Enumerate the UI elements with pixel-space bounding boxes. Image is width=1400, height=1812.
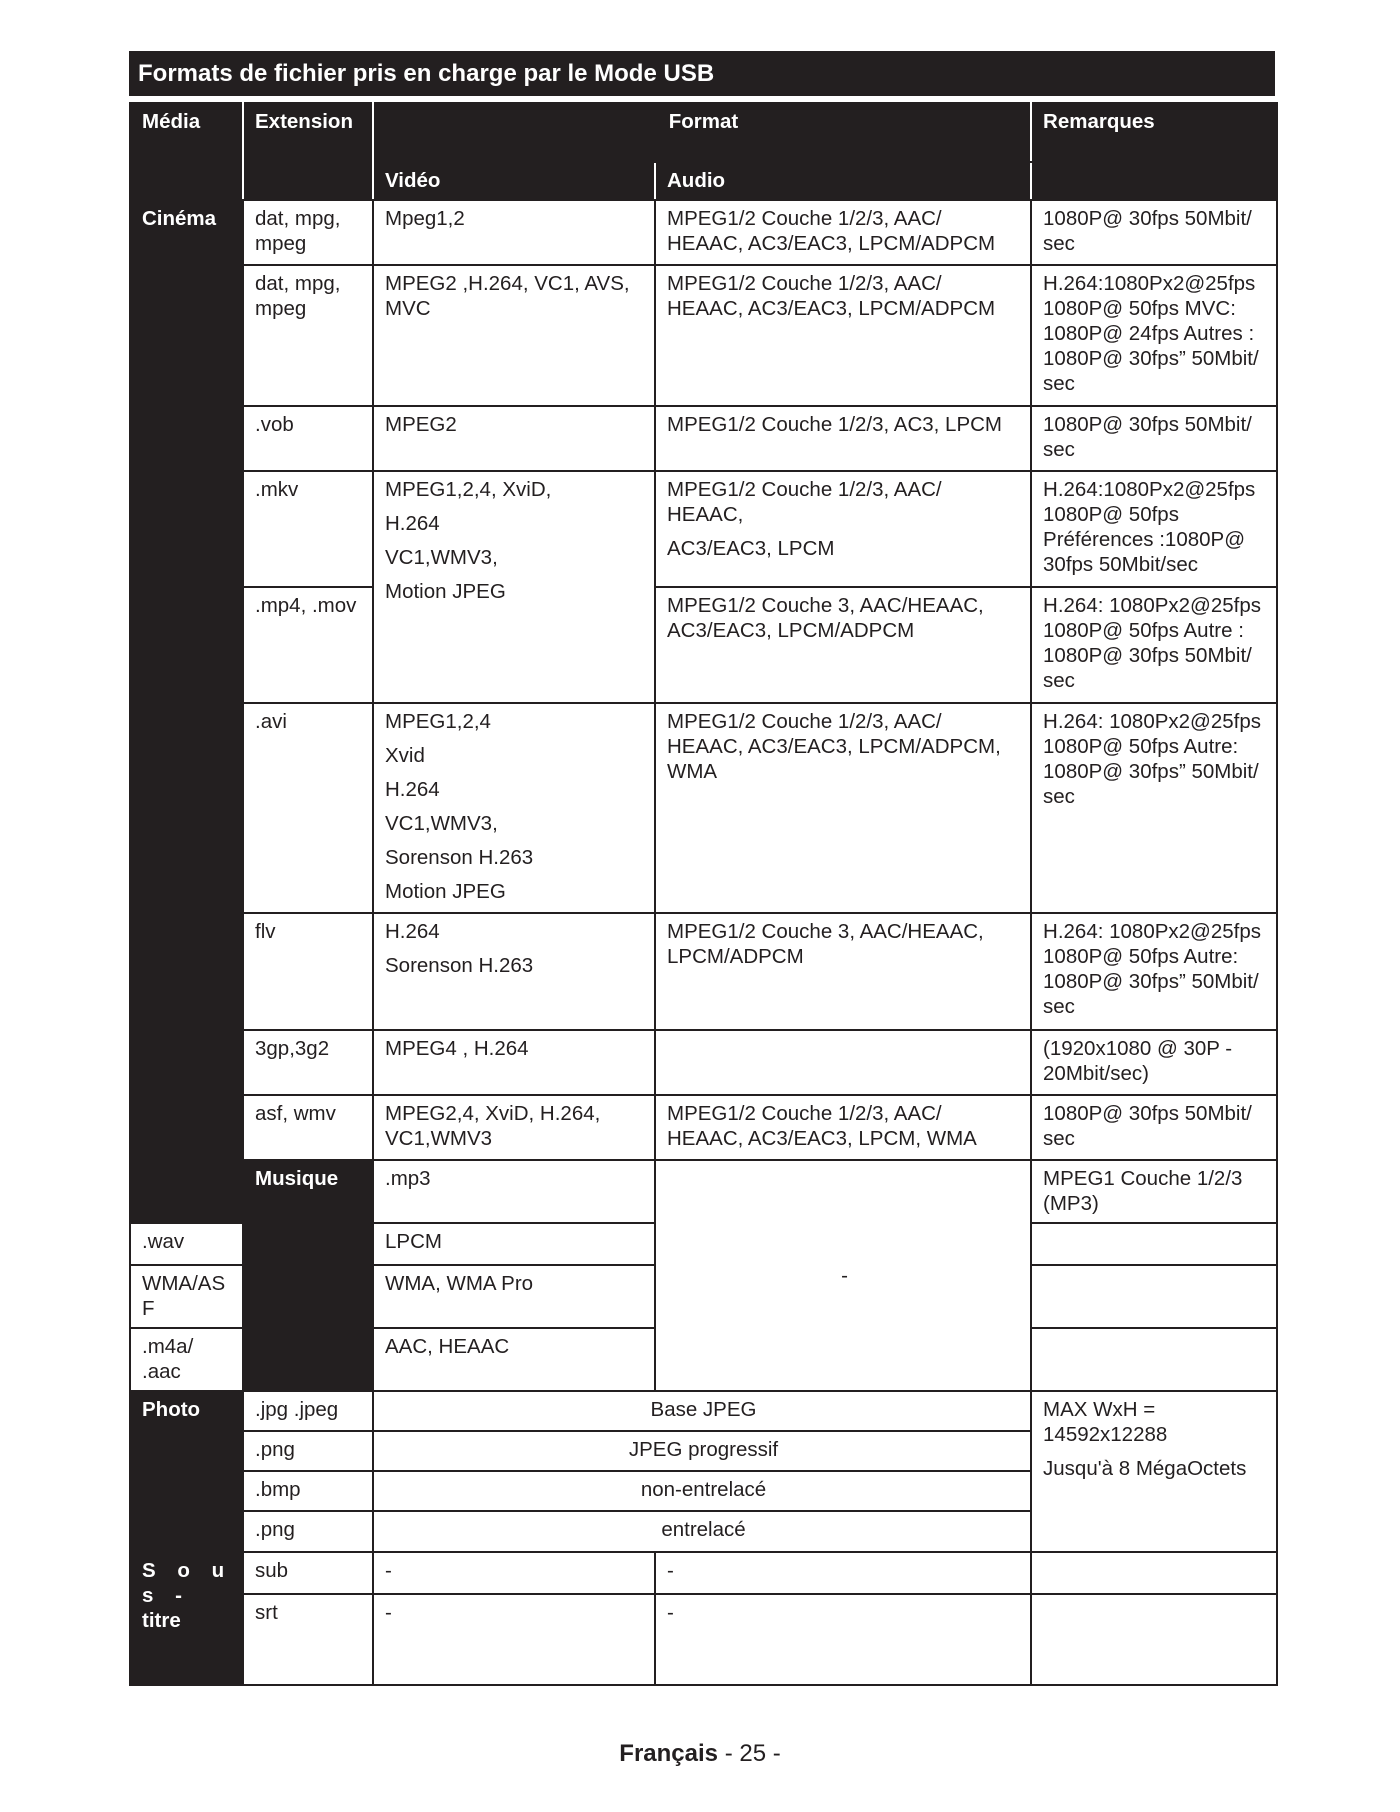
video-line: Sorenson H.263 <box>385 846 534 869</box>
group-soustitre <box>130 1552 243 1685</box>
audio-line: MPEG1/2 Couche 1/2/3, AAC/ HEAAC, <box>667 478 942 526</box>
audio-cell: MPEG1/2 Couche 1/2/3, AAC/ HEAAC, AC3/EAC3, LPCM/ADPCM, WMA <box>655 703 1031 913</box>
table-row <box>130 1095 1277 1160</box>
remarks-cell <box>1031 1328 1277 1391</box>
audio-cell: MPEG1/2 Couche 1/2/3, AC3, LPCM <box>655 406 1031 471</box>
table-header-row <box>130 103 1277 162</box>
ext-cell: .wav <box>130 1223 243 1265</box>
video-line: H.264 <box>385 920 440 943</box>
group-label-line: titre <box>142 1609 181 1632</box>
audio-cell: MPEG1/2 Couche 3, AAC/HEAAC, AC3/EAC3, LPCM/ADPCM <box>655 587 1031 703</box>
video-line: Sorenson H.263 <box>385 954 534 977</box>
ext-cell: srt <box>243 1594 373 1685</box>
video-cell: MPEG2,4, XviD, H.264, VC1,WMV3 <box>373 1095 655 1160</box>
video-line: Xvid <box>385 744 425 767</box>
video-cell <box>373 471 655 703</box>
remarks-line: MAX WxH = 14592x12288 <box>1043 1398 1168 1446</box>
remarks-cell <box>1031 1552 1277 1594</box>
group-cinema: Cinéma <box>130 200 243 1223</box>
ext-cell: sub <box>243 1552 373 1594</box>
video-line: Motion JPEG <box>385 580 506 603</box>
audio-cell <box>655 1030 1031 1095</box>
audio-cell: MPEG1/2 Couche 3, AAC/HEAAC, LPCM/ADPCM <box>655 913 1031 1030</box>
remarks-cell: 1080P@ 30fps 50Mbit/ sec <box>1031 1095 1277 1160</box>
table-row <box>130 406 1277 471</box>
remarks-cell: (1920x1080 @ 30P - 20Mbit/sec) <box>1031 1030 1277 1095</box>
footer-language: Français <box>619 1740 719 1767</box>
audio-cell: MPEG1/2 Couche 1/2/3, AAC/ HEAAC, AC3/EAC3, LPCM/ADPCM <box>655 265 1031 406</box>
table-row <box>130 471 1277 587</box>
video-line: MPEG1,2,4 <box>385 710 491 733</box>
ext-cell: dat, mpg, mpeg <box>243 265 373 406</box>
video-cell <box>373 913 655 1030</box>
header-video: Vidéo <box>373 162 655 200</box>
video-cell: - <box>655 1160 1031 1391</box>
table-row <box>130 1030 1277 1095</box>
format-cell: entrelacé <box>373 1511 1031 1552</box>
ext-cell: .mp3 <box>373 1160 655 1223</box>
ext-cell: WMA/ASF <box>130 1265 243 1328</box>
audio-cell <box>655 471 1031 587</box>
video-cell: MPEG2 <box>373 406 655 471</box>
video-cell <box>373 703 655 913</box>
table-row <box>130 265 1277 406</box>
group-label-line: S o u s - <box>142 1559 233 1607</box>
video-cell: - <box>373 1552 655 1594</box>
audio-cell: MPEG1/2 Couche 1/2/3, AAC/ HEAAC, AC3/EAC3, LPCM, WMA <box>655 1095 1031 1160</box>
page-title: Formats de fichier pris en charge par le Mode USB <box>129 51 1275 96</box>
ext-cell: .vob <box>243 406 373 471</box>
audio-line: AC3/EAC3, LPCM <box>667 537 835 560</box>
ext-cell: .avi <box>243 703 373 913</box>
table-row <box>130 1160 1277 1223</box>
audio-cell: MPEG1 Couche 1/2/3 (MP3) <box>1031 1160 1277 1223</box>
video-cell: - <box>373 1594 655 1685</box>
ext-cell: dat, mpg, mpeg <box>243 200 373 265</box>
audio-cell: - <box>655 1594 1031 1685</box>
video-cell: MPEG2 ,H.264, VC1, AVS, MVC <box>373 265 655 406</box>
ext-cell: .mp4, .mov <box>243 587 373 703</box>
remarks-cell: H.264: 1080Px2@25fps 1080P@ 50fps Autre : 1080P@ 30fps 50Mbit/ sec <box>1031 587 1277 703</box>
video-line: VC1,WMV3, <box>385 812 498 835</box>
video-cell: Mpeg1,2 <box>373 200 655 265</box>
remarks-cell: 1080P@ 30fps 50Mbit/ sec <box>1031 406 1277 471</box>
video-line: H.264 <box>385 778 440 801</box>
header-media: Média <box>130 103 243 200</box>
file-format-table <box>129 102 1278 1686</box>
ext-cell: .png <box>243 1511 373 1552</box>
video-line: H.264 <box>385 512 440 535</box>
format-cell: JPEG progressif <box>373 1431 1031 1471</box>
video-line: VC1,WMV3, <box>385 546 498 569</box>
audio-cell: WMA, WMA Pro <box>373 1265 655 1328</box>
remarks-cell <box>1031 1265 1277 1328</box>
remarks-cell <box>1031 1594 1277 1685</box>
format-cell: Base JPEG <box>373 1391 1031 1431</box>
remarks-line: Jusqu'à 8 MégaOctets <box>1043 1457 1247 1480</box>
group-photo: Photo <box>130 1391 243 1552</box>
table-row <box>130 1552 1277 1594</box>
header-audio: Audio <box>655 162 1031 200</box>
ext-cell: asf, wmv <box>243 1095 373 1160</box>
table-row <box>130 587 1277 703</box>
format-cell: non-entrelacé <box>373 1471 1031 1511</box>
header-format: Format <box>373 103 1031 162</box>
audio-cell: - <box>655 1552 1031 1594</box>
table-row <box>130 703 1277 913</box>
remarks-cell: H.264: 1080Px2@25fps 1080P@ 50fps Autre: 1080P@ 30fps” 50Mbit/ sec <box>1031 913 1277 1030</box>
audio-cell: MPEG1/2 Couche 1/2/3, AAC/ HEAAC, AC3/EAC3, LPCM/ADPCM <box>655 200 1031 265</box>
ext-cell: flv <box>243 913 373 1030</box>
footer-page-number: - 25 - <box>724 1740 781 1767</box>
table-row <box>130 913 1277 1030</box>
video-line: MPEG1,2,4, XviD, <box>385 478 552 501</box>
group-musique: Musique <box>243 1160 373 1391</box>
header-remarks: Remarques <box>1031 103 1277 200</box>
ext-cell: .bmp <box>243 1471 373 1511</box>
video-cell: MPEG4 , H.264 <box>373 1030 655 1095</box>
remarks-cell: H.264:1080Px2@25fps 1080P@ 50fps Préférences :1080P@ 30fps 50Mbit/sec <box>1031 471 1277 587</box>
audio-cell: AAC, HEAAC <box>373 1328 655 1391</box>
ext-cell: .png <box>243 1431 373 1471</box>
remarks-cell: H.264:1080Px2@25fps 1080P@ 50fps MVC: 1080P@ 24fps Autres : 1080P@ 30fps” 50Mbit/ sec <box>1031 265 1277 406</box>
table-row <box>130 1391 1277 1431</box>
remarks-cell: H.264: 1080Px2@25fps 1080P@ 50fps Autre: 1080P@ 30fps” 50Mbit/ sec <box>1031 703 1277 913</box>
remarks-cell <box>1031 1391 1277 1552</box>
table-row <box>130 1594 1277 1685</box>
ext-cell: .mkv <box>243 471 373 587</box>
ext-cell: 3gp,3g2 <box>243 1030 373 1095</box>
ext-cell: .m4a/ .aac <box>130 1328 243 1391</box>
page-footer <box>0 1740 1400 1768</box>
remarks-cell: 1080P@ 30fps 50Mbit/ sec <box>1031 200 1277 265</box>
remarks-cell <box>1031 1223 1277 1265</box>
video-line: Motion JPEG <box>385 880 506 903</box>
ext-cell: .jpg .jpeg <box>243 1391 373 1431</box>
header-extension: Extension <box>243 103 373 200</box>
table-row <box>130 200 1277 265</box>
audio-cell: LPCM <box>373 1223 655 1265</box>
